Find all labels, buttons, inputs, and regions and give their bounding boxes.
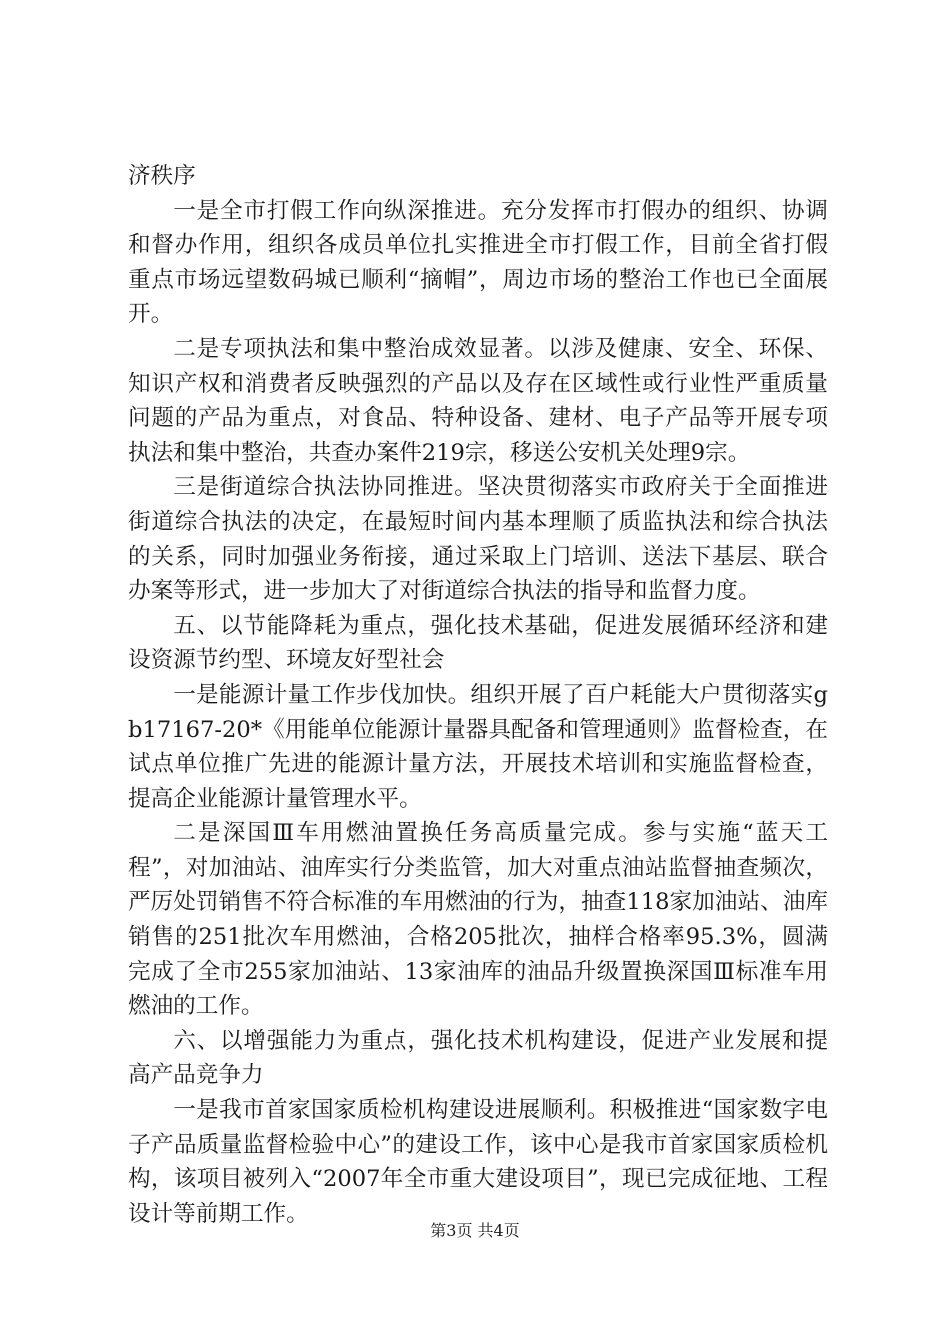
paragraph-3: 二是专项执法和集中整治成效显著。以涉及健康、安全、环保、知识产权和消费者反映强烈的产品以及存在区域性或行业性严重质量问题的产品为重点，对食品、特种设备、建材、电子产品等开展专项执法和集中整治，共查办案件219宗，移送公安机关处理9宗。 [128, 335, 828, 466]
document-body [128, 159, 828, 1231]
paragraph-7: 二是深国Ⅲ车用燃油置换任务高质量完成。参与实施“蓝天工程”，对加油站、油库实行分类监管，加大对重点油站监督抽查频次，严厉处罚销售不符合标准的车用燃油的行为，抽查118家加油站、油库销售的251批次车用燃油，合格205批次，抽样合格率95.3%，圆满完成了全市255家加油站、13家油库的油品升级置换深国Ⅲ标准车用燃油的工作。 [128, 820, 828, 1020]
paragraph-4: 三是街道综合执法协同推进。坚决贯彻落实市政府关于全面推进街道综合执法的决定，在最短时间内基本理顺了质监执法和综合执法的关系，同时加强业务衔接，通过采取上门培训、送法下基层、联合办案等形式，进一步加大了对街道综合执法的指导和监督力度。 [128, 474, 828, 605]
paragraph-2: 一是全市打假工作向纵深推进。充分发挥市打假办的组织、协调和督办作用，组织各成员单位扎实推进全市打假工作，目前全省打假重点市场远望数码城已顺利“摘帽”，周边市场的整治工作也已全面展开。 [128, 197, 828, 328]
section-heading-6: 六、以增强能力为重点，强化技术机构建设，促进产业发展和提高产品竞争力 [128, 1027, 828, 1089]
section-heading-5: 五、以节能降耗为重点，强化技术基础，促进发展循环经济和建设资源节约型、环境友好型社会 [128, 612, 828, 674]
paragraph-6: 一是能源计量工作步伐加快。组织开展了百户耗能大户贯彻落实gb17167-20*《用能单位能源计量器具配备和管理通则》监督检查，在试点单位推广先进的能源计量方法，开展技术培训和实施监督检查，提高企业能源计量管理水平。 [128, 681, 828, 812]
page-number-footer: 第3页 共4页 [430, 1221, 520, 1240]
paragraph-9: 一是我市首家国家质检机构建设进展顺利。积极推进“国家数字电子产品质量监督检验中心”的建设工作，该中心是我市首家国家质检机构，该项目被列入“2007年全市重大建设项目”，现已完成征地、工程设计等前期工作。 [128, 1097, 828, 1227]
paragraph-1: 济秩序 [128, 163, 196, 189]
